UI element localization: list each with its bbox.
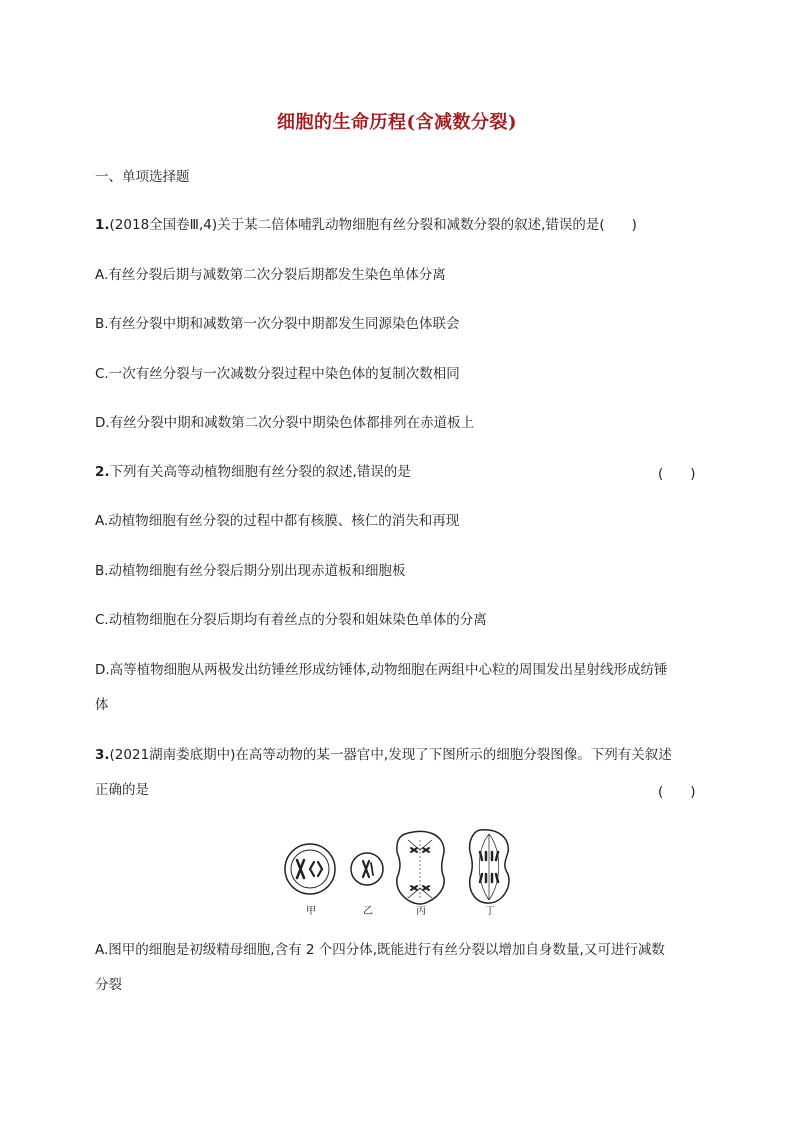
question-1-option-c: C.一次有丝分裂与一次减数分裂过程中染色体的复制次数相同 [95, 366, 460, 382]
figure-label-bing: 丙 [416, 906, 426, 917]
question-1-option-b: B.有丝分裂中期和减数第一次分裂中期都发生同源染色体联会 [95, 316, 460, 332]
figure-label-yi: 乙 [363, 906, 373, 917]
figure-label-jia: 甲 [306, 906, 316, 917]
question-3-option-a: A.图甲的细胞是初级精母细胞,含有 2 个四分体,既能进行有丝分裂以增加自身数量,又可进行减数 [95, 942, 665, 958]
question-3-option-a-continued: 分裂 [95, 977, 122, 993]
cell-division-figure [280, 822, 520, 922]
section-heading: 一、单项选择题 [95, 169, 190, 185]
question-3-text-line1: (2021湖南娄底期中)在高等动物的某一器官中,发现了下图所示的细胞分裂图像。下列有关叙述 [109, 747, 672, 763]
question-2-number: 2. [95, 464, 110, 480]
cell-ding-image [470, 830, 509, 903]
question-3-stem [95, 745, 672, 765]
cell-yi-image [351, 853, 383, 885]
question-2-answer-blank: ( ) [658, 466, 696, 482]
question-1-option-d: D.有丝分裂中期和减数第二次分裂中期染色体都排列在赤道板上 [95, 415, 475, 431]
question-2-option-c: C.动植物细胞在分裂后期均有着丝点的分裂和姐妹染色单体的分离 [95, 612, 487, 628]
cell-jia-image [285, 844, 335, 894]
question-1-number: 1. [95, 217, 110, 233]
figure-label-ding: 丁 [485, 906, 495, 917]
question-2-option-d-continued: 体 [95, 697, 109, 713]
question-3-answer-blank: ( ) [658, 784, 696, 800]
question-2-stem [95, 462, 411, 482]
page-title: 细胞的生命历程(含减数分裂) [276, 112, 518, 133]
question-2-option-d: D.高等植物细胞从两极发出纺锤丝形成纺锤体,动物细胞在两组中心粒的周围发出星射线形成纺锤 [95, 662, 668, 678]
question-1-text: (2018全国卷Ⅲ,4)关于某二倍体哺乳动物细胞有丝分裂和减数分裂的叙述,错误的是( ) [109, 217, 637, 233]
question-2-text: 下列有关高等动植物细胞有丝分裂的叙述,错误的是 [109, 464, 411, 480]
question-3-number: 3. [95, 747, 110, 763]
question-1-option-a: A.有丝分裂后期与减数第二次分裂后期都发生染色单体分离 [95, 267, 446, 283]
question-3-text-line2: 正确的是 [95, 782, 149, 798]
question-2-option-a: A.动植物细胞有丝分裂的过程中都有核膜、核仁的消失和再现 [95, 513, 460, 529]
question-1-stem [95, 215, 637, 235]
question-2-option-b: B.动植物细胞有丝分裂后期分别出现赤道板和细胞板 [95, 563, 406, 579]
cell-bing-image [397, 831, 444, 904]
